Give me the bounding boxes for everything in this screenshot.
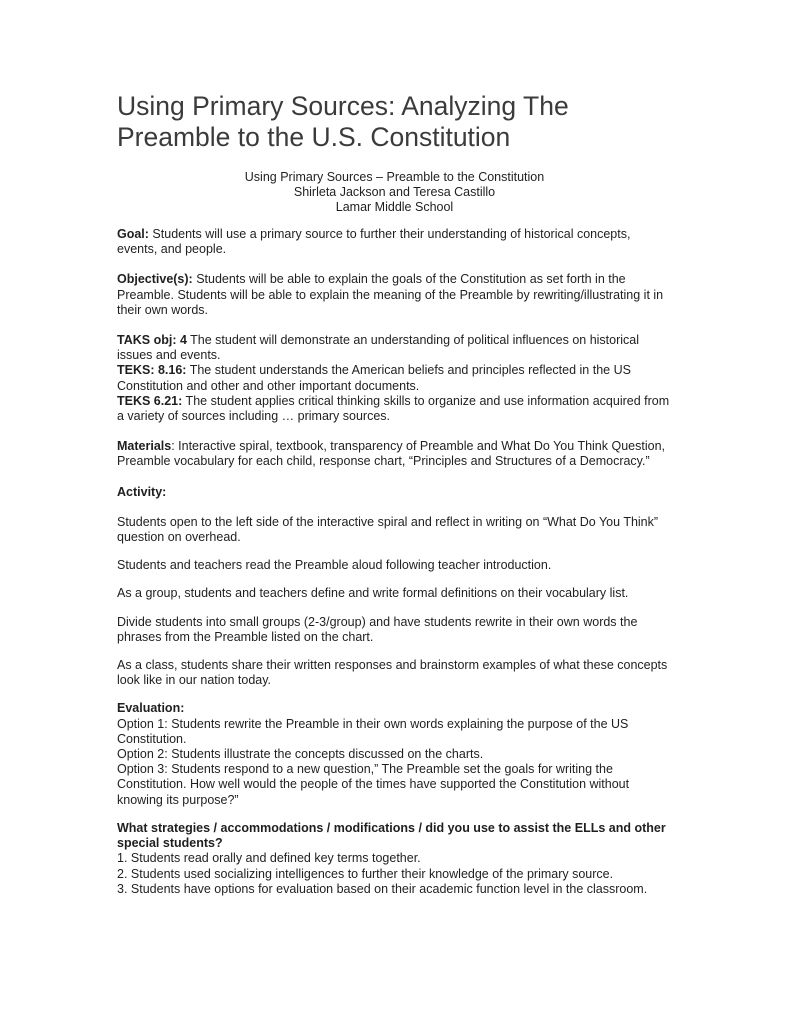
goal-text: Students will use a primary source to further their understanding of historical concepts, events, and people. bbox=[117, 227, 631, 257]
teks-816-label: TEKS: 8.16: bbox=[117, 363, 187, 378]
document-title bbox=[117, 91, 672, 153]
teks-816-paragraph bbox=[117, 363, 672, 393]
teks-621-label: TEKS 6.21: bbox=[117, 393, 183, 408]
teks-621-text: The student applies critical thinking skills to organize and use information acquired from a variety of sources including … primary sources. bbox=[117, 393, 670, 424]
materials-text: : Interactive spiral, textbook, transparency of Preamble and What Do You Think Question, Preamble vocabulary for each child, response chart, “Principles and Structures of a Democracy.” bbox=[117, 439, 665, 469]
document-body bbox=[117, 227, 672, 897]
activity-step: Students and teachers read the Preamble aloud following teacher introduction. bbox=[117, 558, 552, 573]
evaluation-option: Option 1: Students rewrite the Preamble in their own words explaining the purpose of the US Constitution. bbox=[117, 716, 629, 746]
title-line-1: Using Primary Sources: Analyzing The bbox=[117, 91, 569, 121]
goal-paragraph bbox=[117, 227, 672, 257]
teks-621-paragraph bbox=[117, 394, 672, 424]
strategy-item: 2. Students used socializing intelligences to further their knowledge of the primary source. bbox=[117, 866, 614, 881]
byline-school: Lamar Middle School bbox=[335, 200, 454, 214]
teks-816-text: The student understands the American beliefs and principles reflected in the US Constitution and other and other important documents. bbox=[117, 363, 631, 393]
strategies-block bbox=[117, 821, 672, 897]
title-line-2: Preamble to the U.S. Constitution bbox=[117, 122, 511, 152]
activity-step: As a group, students and teachers define and write formal definitions on their vocabulary list. bbox=[117, 586, 629, 601]
taks-paragraph bbox=[117, 333, 672, 363]
evaluation-option: Option 2: Students illustrate the concepts discussed on the charts. bbox=[117, 747, 484, 762]
objectives-text: Students will be able to explain the goals of the Constitution as set forth in the Preamble. Students will be able to explain the meaning of the Preamble by rewriting/illustrating it in their own words. bbox=[117, 272, 664, 317]
materials-paragraph bbox=[117, 439, 672, 469]
evaluation-block bbox=[117, 701, 672, 807]
byline-authors: Shirleta Jackson and Teresa Castillo bbox=[293, 185, 496, 199]
activity-step: Students open to the left side of the interactive spiral and reflect in writing on “What Do You Think” question on overhead. bbox=[117, 514, 659, 545]
evaluation-heading: Evaluation: bbox=[117, 701, 185, 716]
materials-label: Materials bbox=[117, 439, 172, 454]
activity-step: As a class, students share their written responses and brainstorm examples of what these concepts look like in our nation today. bbox=[117, 658, 668, 688]
strategies-heading: What strategies / accommodations / modifications / did you use to assist the ELLs and other special students? bbox=[117, 820, 666, 851]
byline-subtitle: Using Primary Sources – Preamble to the Constitution bbox=[244, 170, 545, 184]
activity-heading: Activity: bbox=[117, 484, 167, 499]
evaluation-option: Option 3: Students respond to a new question,” The Preamble set the goals for writing the Constitution. How well would the people of the times have supported the Constitution without knowing its purpose?” bbox=[117, 762, 630, 807]
taks-label: TAKS obj: 4 bbox=[117, 333, 187, 348]
activity-step: Divide students into small groups (2-3/group) and have students rewrite in their own words the phrases from the Preamble listed on the chart. bbox=[117, 614, 638, 644]
goal-label: Goal: bbox=[117, 227, 149, 241]
standards-block bbox=[117, 333, 672, 424]
objectives-paragraph bbox=[117, 272, 672, 318]
objectives-label: Objective(s): bbox=[117, 272, 193, 287]
taks-text: The student will demonstrate an understanding of political influences on historical issues and events. bbox=[117, 333, 640, 363]
strategy-item: 3. Students have options for evaluation based on their academic function level in the classroom. bbox=[117, 881, 648, 896]
byline bbox=[117, 170, 672, 215]
strategy-item: 1. Students read orally and defined key terms together. bbox=[117, 851, 421, 866]
